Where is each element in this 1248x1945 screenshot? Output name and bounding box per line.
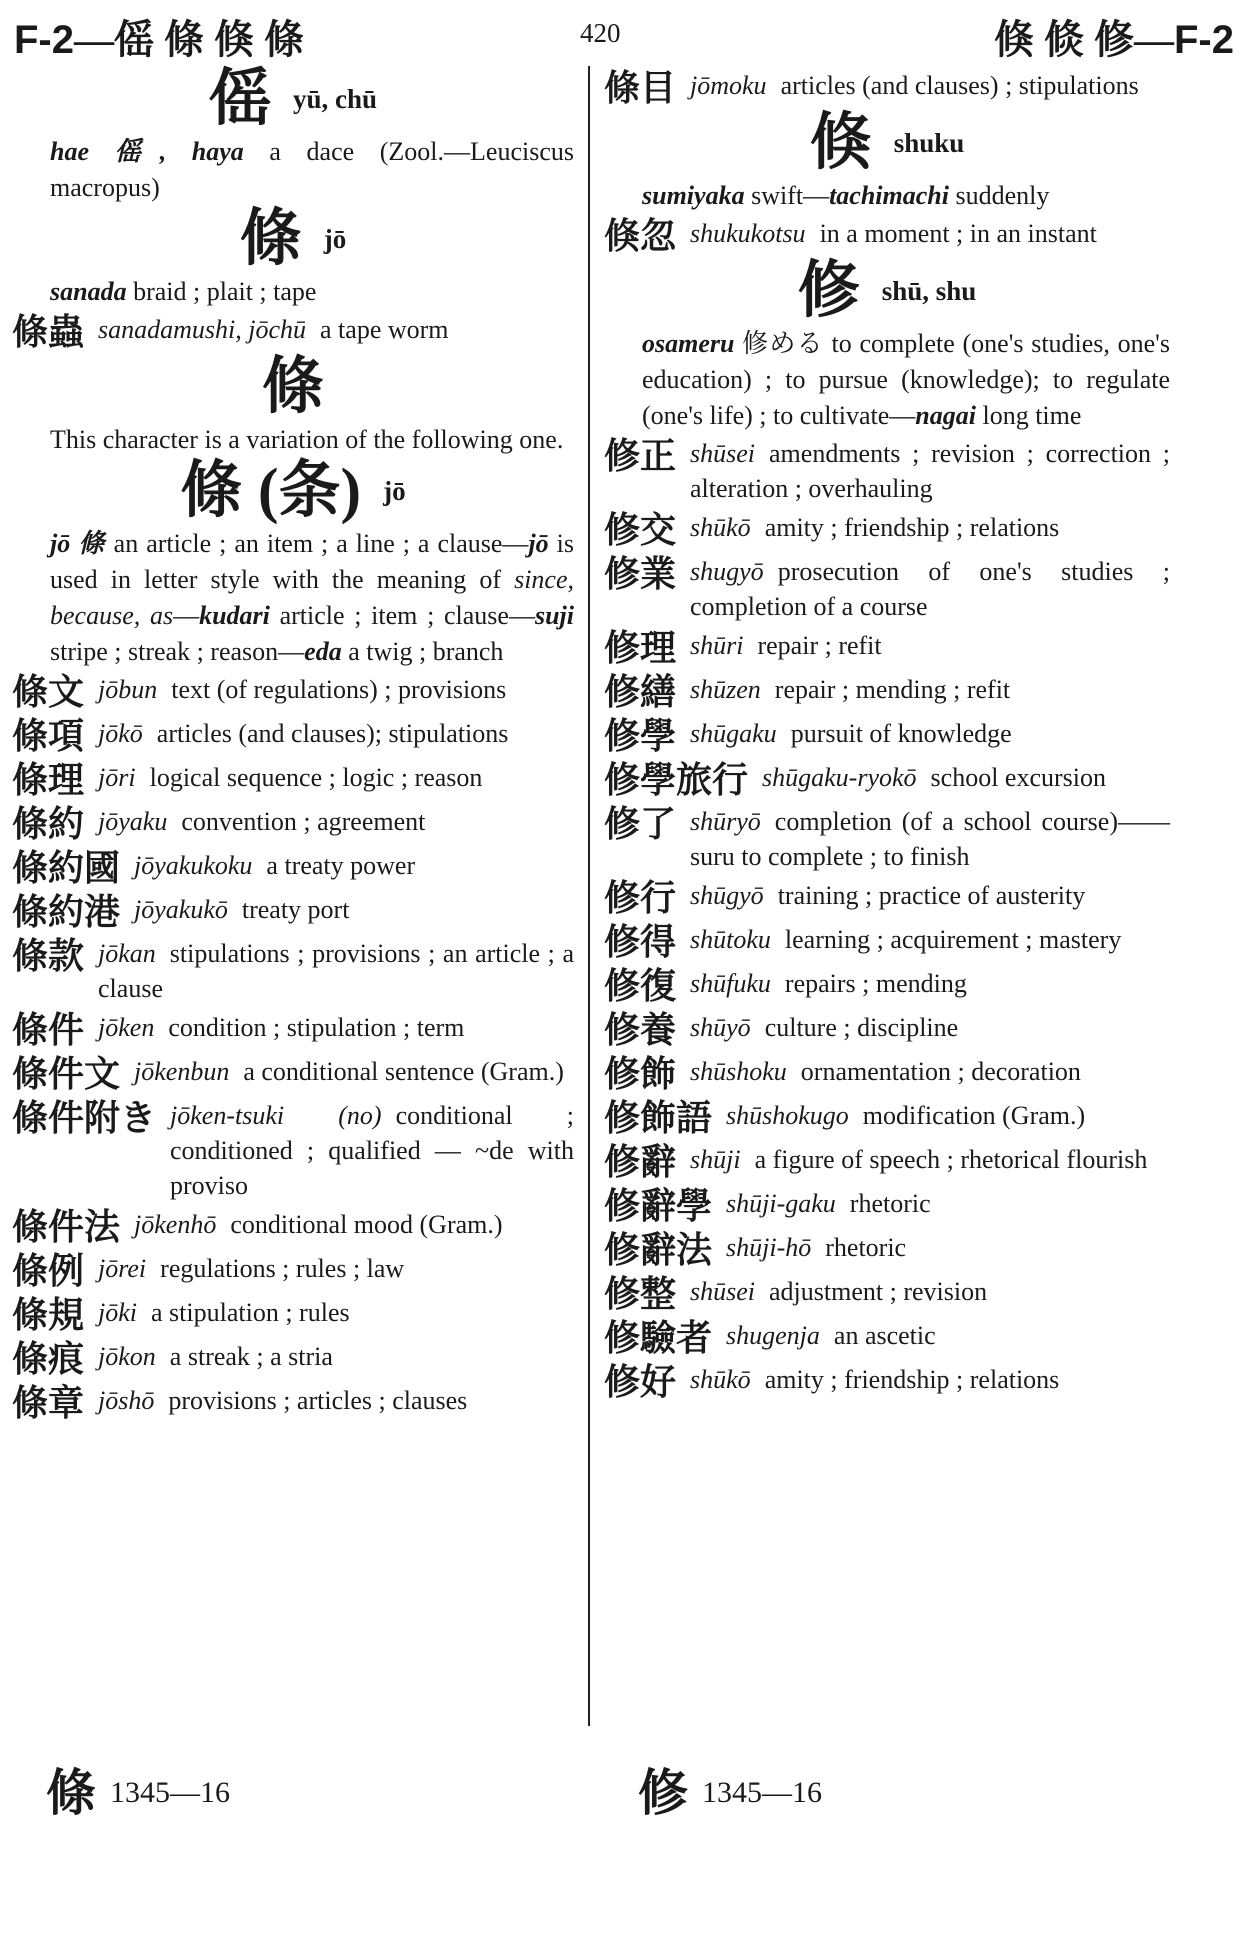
compound-body bbox=[726, 1186, 1170, 1226]
compound-meaning: ornamentation ; decoration bbox=[800, 1057, 1081, 1086]
compound-meaning: repairs ; mending bbox=[784, 969, 967, 998]
definition-segment: tachimachi bbox=[829, 181, 949, 210]
definition-segment: a dace (Zool.—Leuciscus macropus) bbox=[50, 137, 574, 202]
compound-entry bbox=[604, 1054, 1170, 1094]
compound-entry bbox=[12, 1010, 574, 1050]
headword-definition bbox=[12, 422, 574, 458]
headword-definition bbox=[12, 134, 574, 206]
headword-definition bbox=[604, 326, 1170, 434]
compound-romaji: jōken bbox=[98, 1013, 155, 1042]
definition-segment: stripe ; streak ; reason— bbox=[50, 637, 305, 666]
compound-entry bbox=[604, 628, 1170, 668]
compound-entry bbox=[12, 892, 574, 932]
compound-meaning: articles (and clauses); stipulations bbox=[156, 719, 509, 748]
headword-char: 條 bbox=[261, 353, 324, 421]
compound-kanji: 條約 bbox=[12, 804, 85, 844]
compound-entry bbox=[12, 1295, 574, 1335]
definition-segment: a twig ; branch bbox=[341, 637, 504, 666]
compound-meaning: a treaty power bbox=[266, 851, 416, 880]
compound-kanji: 條件附き bbox=[12, 1098, 157, 1138]
headword-reading: shuku bbox=[893, 127, 965, 158]
compound-meaning: learning ; acquirement ; mastery bbox=[784, 925, 1122, 954]
compound-romaji: jōkenhō bbox=[134, 1210, 217, 1239]
compound-kanji: 修繕 bbox=[604, 672, 677, 712]
left-column bbox=[12, 65, 575, 1427]
compound-entry bbox=[604, 760, 1170, 800]
compound-entry bbox=[12, 1339, 574, 1379]
definition-segment: suddenly bbox=[948, 181, 1050, 210]
compound-body bbox=[690, 628, 1170, 668]
compound-meaning: conditional ; conditioned ; qualified — ~de with proviso bbox=[170, 1101, 575, 1200]
compound-romaji: shūyō bbox=[690, 1013, 751, 1042]
compound-romaji: shūgyō bbox=[690, 881, 764, 910]
compound-meaning: regulations ; rules ; law bbox=[160, 1254, 405, 1283]
compound-kanji: 修學 bbox=[604, 716, 677, 756]
compound-body bbox=[98, 760, 574, 800]
compound-meaning: condition ; stipulation ; term bbox=[168, 1013, 465, 1042]
compound-entry bbox=[604, 1010, 1170, 1050]
compound-kanji: 修交 bbox=[604, 510, 677, 550]
compound-romaji: shūsei bbox=[690, 439, 756, 468]
compound-meaning: provisions ; articles ; clauses bbox=[168, 1386, 468, 1415]
compound-kanji: 條件文 bbox=[12, 1054, 121, 1094]
header-left bbox=[14, 8, 304, 65]
headword-char: 修 bbox=[797, 257, 860, 325]
headword-reading: shū, shu bbox=[881, 275, 977, 306]
compound-kanji: 條文 bbox=[12, 672, 85, 712]
compound-entry bbox=[12, 1251, 574, 1291]
compound-body bbox=[98, 672, 574, 712]
compound-body bbox=[98, 716, 574, 756]
compound-romaji: jōki bbox=[98, 1298, 138, 1327]
compound-entry bbox=[604, 672, 1170, 712]
compound-body bbox=[690, 1010, 1170, 1050]
headword bbox=[604, 109, 1170, 177]
compound-entry bbox=[604, 1318, 1170, 1358]
header-right bbox=[994, 8, 1234, 65]
compound-romaji: shūfuku bbox=[690, 969, 771, 998]
compound-entry bbox=[604, 1362, 1170, 1402]
compound-romaji: jōyakukoku bbox=[134, 851, 253, 880]
compound-romaji: shūsei bbox=[690, 1277, 756, 1306]
compound-romaji: jōyakukō bbox=[134, 895, 228, 924]
compound-meaning: adjustment ; revision bbox=[769, 1277, 988, 1306]
definition-segment: article ; item ; clause— bbox=[269, 601, 535, 630]
compound-romaji: shūgaku-ryokō bbox=[762, 763, 917, 792]
compound-romaji: shūzen bbox=[690, 675, 761, 704]
compound-meaning: rhetoric bbox=[849, 1189, 931, 1218]
compound-entry bbox=[604, 1098, 1170, 1138]
compound-kanji: 修辭 bbox=[604, 1142, 677, 1182]
compound-kanji: 修學旅行 bbox=[604, 760, 749, 800]
compound-romaji: jōkenbun bbox=[134, 1057, 230, 1086]
compound-meaning: articles (and clauses) ; stipulations bbox=[780, 71, 1139, 100]
compound-entry bbox=[604, 1186, 1170, 1226]
compound-body bbox=[98, 1010, 574, 1050]
compound-romaji: shugenja bbox=[726, 1321, 820, 1350]
compound-body bbox=[690, 1054, 1170, 1094]
compound-meaning: prosecution of one's studies ; completion of a course bbox=[690, 557, 1170, 621]
column-divider bbox=[588, 66, 590, 1726]
compound-kanji: 條痕 bbox=[12, 1339, 85, 1379]
compound-body bbox=[726, 1230, 1170, 1270]
compound-body bbox=[690, 216, 1170, 256]
definition-segment: 修める to complete (one's studies, one's education) ; to pursue (knowledge); to regulate (one's life) ; to cultivate— bbox=[642, 329, 1170, 430]
compound-body bbox=[170, 1098, 574, 1203]
compound-kanji: 修驗者 bbox=[604, 1318, 713, 1358]
headword-definition bbox=[12, 274, 574, 310]
definition-segment: an article ; an item ; a line ; a clause— bbox=[105, 529, 529, 558]
definition-segment: sanada bbox=[50, 277, 127, 306]
compound-meaning: repair ; refit bbox=[757, 631, 882, 660]
compound-entry bbox=[604, 922, 1170, 962]
definition-segment: braid ; plait ; tape bbox=[126, 277, 317, 306]
compound-kanji: 條件 bbox=[12, 1010, 85, 1050]
compound-romaji: jōrei bbox=[98, 1254, 147, 1283]
headword-reading: yū, chū bbox=[292, 83, 378, 114]
compound-kanji: 修業 bbox=[604, 554, 677, 594]
headword bbox=[604, 257, 1170, 325]
compound-entry bbox=[12, 1383, 574, 1423]
compound-body bbox=[134, 892, 574, 932]
compound-romaji: jōshō bbox=[98, 1386, 155, 1415]
compound-body bbox=[134, 1207, 574, 1247]
compound-kanji: 修了 bbox=[604, 804, 677, 844]
header-left-chars: —傜 條 倏 條 bbox=[74, 17, 304, 62]
definition-segment: sumiyaka bbox=[642, 181, 745, 210]
compound-body bbox=[690, 716, 1170, 756]
compound-entry bbox=[604, 554, 1170, 624]
compound-body bbox=[690, 672, 1170, 712]
compound-meaning: repair ; mending ; refit bbox=[774, 675, 1011, 704]
compound-kanji: 修復 bbox=[604, 966, 677, 1006]
compound-romaji: jōkō bbox=[98, 719, 143, 748]
compound-kanji: 修養 bbox=[604, 1010, 677, 1050]
compound-entry bbox=[604, 1274, 1170, 1314]
compound-body bbox=[690, 804, 1170, 874]
compound-romaji: sanadamushi, jōchū bbox=[98, 315, 307, 344]
definition-segment: hae 傜, haya bbox=[50, 137, 244, 166]
compound-kanji: 修理 bbox=[604, 628, 677, 668]
compound-kanji: 修整 bbox=[604, 1274, 677, 1314]
definition-segment: osameru bbox=[642, 329, 735, 358]
compound-meaning: stipulations ; provisions ; an article ; a clause bbox=[98, 939, 574, 1003]
compound-entry bbox=[12, 1207, 574, 1247]
compound-body bbox=[690, 1142, 1170, 1182]
compound-kanji: 條項 bbox=[12, 716, 85, 756]
definition-segment: suji bbox=[534, 601, 574, 630]
compound-body bbox=[690, 878, 1170, 918]
compound-entry bbox=[604, 1142, 1170, 1182]
header-right-chars: 倏 倐 修— bbox=[994, 17, 1174, 62]
compound-body bbox=[690, 966, 1170, 1006]
compound-meaning: school excursion bbox=[930, 763, 1106, 792]
compound-body bbox=[690, 510, 1170, 550]
compound-romaji: jōbun bbox=[98, 675, 158, 704]
compound-romaji: shūri bbox=[690, 631, 744, 660]
compound-entry bbox=[604, 1230, 1170, 1270]
headword bbox=[12, 205, 574, 273]
compound-kanji: 條目 bbox=[604, 68, 677, 108]
footer-left-char: 條 bbox=[46, 1765, 96, 1821]
header-right-code: F-2 bbox=[1174, 18, 1234, 62]
headword-char: 條 bbox=[239, 205, 302, 273]
right-column bbox=[604, 68, 1170, 1406]
compound-kanji: 條款 bbox=[12, 936, 85, 976]
compound-meaning: rhetoric bbox=[825, 1233, 907, 1262]
footer-right-char: 修 bbox=[638, 1765, 688, 1821]
headword-reading: jō bbox=[323, 223, 347, 254]
compound-body bbox=[690, 554, 1170, 624]
compound-romaji: shūji bbox=[690, 1145, 741, 1174]
compound-romaji: shukukotsu bbox=[690, 219, 806, 248]
compound-entry bbox=[604, 510, 1170, 550]
definition-segment: eda bbox=[304, 637, 342, 666]
compound-romaji: jōkon bbox=[98, 1342, 156, 1371]
compound-kanji: 修辭法 bbox=[604, 1230, 713, 1270]
definition-segment: is used in letter style with the meaning of bbox=[50, 529, 574, 594]
compound-romaji: shūtoku bbox=[690, 925, 771, 954]
compound-entry bbox=[604, 878, 1170, 918]
compound-body bbox=[98, 1251, 574, 1291]
compound-meaning: a tape worm bbox=[320, 315, 449, 344]
compound-romaji: shūgaku bbox=[690, 719, 777, 748]
definition-segment: This character is a variation of the following one. bbox=[50, 425, 564, 454]
compound-kanji: 條章 bbox=[12, 1383, 85, 1423]
definition-segment: nagai bbox=[915, 401, 976, 430]
compound-romaji: jōkan bbox=[98, 939, 156, 968]
compound-body bbox=[98, 1339, 574, 1379]
compound-entry bbox=[12, 804, 574, 844]
compound-entry bbox=[604, 966, 1170, 1006]
compound-meaning: text (of regulations) ; provisions bbox=[171, 675, 507, 704]
compound-body bbox=[98, 1383, 574, 1423]
compound-meaning: amity ; friendship ; relations bbox=[764, 513, 1060, 542]
compound-romaji: jōken-tsuki (no) bbox=[170, 1101, 382, 1130]
compound-entry bbox=[12, 312, 574, 352]
compound-kanji: 修行 bbox=[604, 878, 677, 918]
footer-right bbox=[638, 1765, 822, 1821]
headword-reading: jō bbox=[383, 475, 406, 506]
compound-romaji: jōmoku bbox=[690, 71, 767, 100]
page-number: 420 bbox=[580, 18, 621, 48]
compound-romaji: shūkō bbox=[690, 513, 751, 542]
compound-entry bbox=[12, 760, 574, 800]
compound-meaning: modification (Gram.) bbox=[862, 1101, 1086, 1130]
headword bbox=[12, 353, 574, 421]
compound-kanji: 修得 bbox=[604, 922, 677, 962]
compound-body bbox=[134, 848, 574, 888]
definition-segment: jō bbox=[528, 529, 549, 558]
compound-meaning: a streak ; a stria bbox=[169, 1342, 333, 1371]
compound-body bbox=[690, 1274, 1170, 1314]
compound-kanji: 修飾語 bbox=[604, 1098, 713, 1138]
compound-romaji: shūji-gaku bbox=[726, 1189, 836, 1218]
compound-kanji: 條理 bbox=[12, 760, 85, 800]
definition-segment: swift— bbox=[744, 181, 830, 210]
headword-char: 條 (条) bbox=[180, 457, 362, 525]
definition-segment: long time bbox=[975, 401, 1082, 430]
compound-meaning: treaty port bbox=[241, 895, 350, 924]
compound-entry bbox=[12, 672, 574, 712]
headword-definition bbox=[604, 178, 1170, 214]
compound-body bbox=[690, 68, 1170, 108]
footer-left bbox=[46, 1765, 230, 1821]
compound-body bbox=[690, 1362, 1170, 1402]
compound-body bbox=[98, 804, 574, 844]
compound-meaning: pursuit of knowledge bbox=[790, 719, 1012, 748]
compound-meaning: completion (of a school course)——suru to complete ; to finish bbox=[690, 807, 1170, 871]
compound-meaning: a stipulation ; rules bbox=[151, 1298, 350, 1327]
page-header bbox=[14, 8, 1234, 62]
compound-body bbox=[690, 922, 1170, 962]
compound-romaji: shūkō bbox=[690, 1365, 751, 1394]
compound-entry bbox=[604, 804, 1170, 874]
compound-entry bbox=[12, 1098, 574, 1203]
compound-meaning: a figure of speech ; rhetorical flourish bbox=[754, 1145, 1148, 1174]
compound-kanji: 修飾 bbox=[604, 1054, 677, 1094]
compound-kanji: 條約國 bbox=[12, 848, 121, 888]
compound-romaji: shūryō bbox=[690, 807, 761, 836]
footer-left-code: 1345—16 bbox=[110, 1776, 230, 1809]
compound-meaning: an ascetic bbox=[833, 1321, 936, 1350]
compound-meaning: training ; practice of austerity bbox=[777, 881, 1086, 910]
definition-segment: kudari bbox=[199, 601, 270, 630]
compound-body bbox=[134, 1054, 574, 1094]
compound-meaning: amity ; friendship ; relations bbox=[764, 1365, 1060, 1394]
compound-body bbox=[762, 760, 1170, 800]
compound-entry bbox=[12, 936, 574, 1006]
compound-kanji: 條例 bbox=[12, 1251, 85, 1291]
compound-body bbox=[98, 936, 574, 1006]
compound-meaning: amendments ; revision ; correction ; alteration ; overhauling bbox=[690, 439, 1170, 503]
compound-kanji: 修好 bbox=[604, 1362, 677, 1402]
compound-entry bbox=[12, 716, 574, 756]
compound-kanji: 修正 bbox=[604, 436, 677, 476]
footer-right-code: 1345—16 bbox=[702, 1776, 822, 1809]
compound-kanji: 條蟲 bbox=[12, 312, 85, 352]
headword bbox=[12, 65, 574, 133]
compound-romaji: shūji-hō bbox=[726, 1233, 812, 1262]
compound-meaning: culture ; discipline bbox=[764, 1013, 959, 1042]
compound-meaning: logical sequence ; logic ; reason bbox=[149, 763, 483, 792]
compound-entry bbox=[12, 848, 574, 888]
compound-kanji: 修辭學 bbox=[604, 1186, 713, 1226]
compound-entry bbox=[12, 1054, 574, 1094]
definition-segment: since, because, as bbox=[50, 565, 574, 630]
headword-definition bbox=[12, 526, 574, 670]
compound-kanji: 倏忽 bbox=[604, 216, 677, 256]
compound-entry bbox=[604, 436, 1170, 506]
compound-meaning: a conditional sentence (Gram.) bbox=[243, 1057, 564, 1086]
compound-entry bbox=[604, 716, 1170, 756]
compound-entry bbox=[604, 216, 1170, 256]
compound-body bbox=[690, 436, 1170, 506]
compound-romaji: jōri bbox=[98, 763, 136, 792]
header-left-code: F-2 bbox=[14, 18, 74, 62]
compound-kanji: 條件法 bbox=[12, 1207, 121, 1247]
compound-meaning: conditional mood (Gram.) bbox=[230, 1210, 503, 1239]
compound-kanji: 條約港 bbox=[12, 892, 121, 932]
headword-char: 傜 bbox=[208, 65, 271, 133]
definition-segment: jō 條 bbox=[50, 529, 106, 558]
definition-segment: — bbox=[173, 601, 200, 630]
compound-body bbox=[726, 1318, 1170, 1358]
compound-romaji: shugyō bbox=[690, 557, 764, 586]
compound-romaji: shūshoku bbox=[690, 1057, 787, 1086]
compound-body bbox=[98, 1295, 574, 1335]
compound-entry bbox=[604, 68, 1170, 108]
compound-body bbox=[726, 1098, 1170, 1138]
headword bbox=[12, 457, 574, 525]
headword-char: 倏 bbox=[809, 109, 872, 177]
compound-romaji: jōyaku bbox=[98, 807, 168, 836]
compound-body bbox=[98, 312, 574, 352]
compound-kanji: 條規 bbox=[12, 1295, 85, 1335]
compound-meaning: in a moment ; in an instant bbox=[819, 219, 1097, 248]
compound-romaji: shūshokugo bbox=[726, 1101, 849, 1130]
compound-meaning: convention ; agreement bbox=[181, 807, 426, 836]
